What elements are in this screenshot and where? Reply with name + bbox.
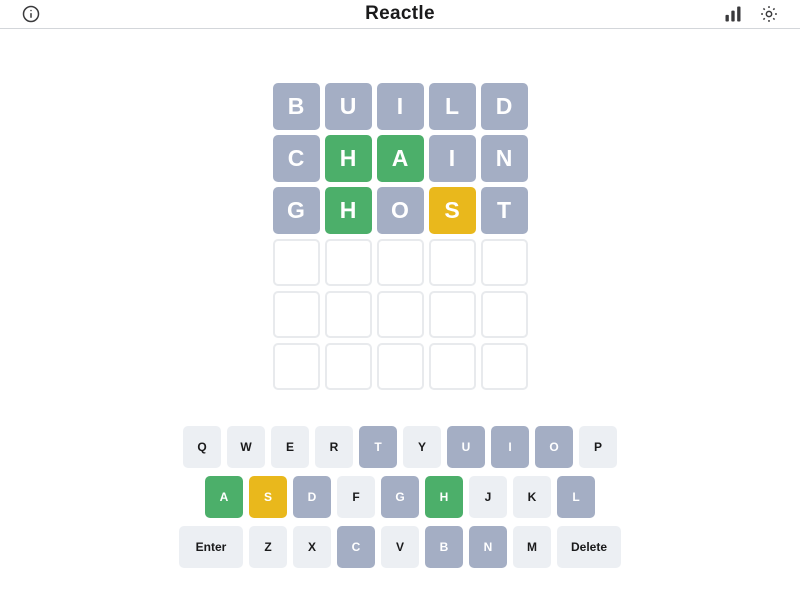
- board-tile: O: [377, 187, 424, 234]
- keyboard-row: [183, 426, 617, 468]
- board-tile: [429, 239, 476, 286]
- board-tile: H: [325, 187, 372, 234]
- board-tile: [377, 343, 424, 390]
- board-tile: A: [377, 135, 424, 182]
- gear-icon[interactable]: [758, 3, 780, 25]
- board-tile: [429, 343, 476, 390]
- key-enter[interactable]: Enter: [179, 526, 243, 568]
- on-screen-keyboard: [179, 426, 621, 568]
- key-j[interactable]: J: [469, 476, 507, 518]
- board-tile: [377, 239, 424, 286]
- board-tile: [273, 239, 320, 286]
- board-tile: L: [429, 83, 476, 130]
- board-tile: T: [481, 187, 528, 234]
- key-c[interactable]: C: [337, 526, 375, 568]
- board-row: [273, 291, 528, 338]
- bar-chart-icon[interactable]: [722, 3, 744, 25]
- key-b[interactable]: B: [425, 526, 463, 568]
- board-tile: [325, 239, 372, 286]
- board-tile: [481, 239, 528, 286]
- info-circle-icon[interactable]: [20, 3, 42, 25]
- board-tile: I: [429, 135, 476, 182]
- key-e[interactable]: E: [271, 426, 309, 468]
- board-row: [273, 135, 528, 182]
- key-l[interactable]: L: [557, 476, 595, 518]
- board-tile: G: [273, 187, 320, 234]
- key-d[interactable]: D: [293, 476, 331, 518]
- key-q[interactable]: Q: [183, 426, 221, 468]
- board-tile: S: [429, 187, 476, 234]
- key-r[interactable]: R: [315, 426, 353, 468]
- key-u[interactable]: U: [447, 426, 485, 468]
- board-tile: D: [481, 83, 528, 130]
- key-w[interactable]: W: [227, 426, 265, 468]
- board-tile: [325, 343, 372, 390]
- key-m[interactable]: M: [513, 526, 551, 568]
- key-x[interactable]: X: [293, 526, 331, 568]
- board-tile: H: [325, 135, 372, 182]
- board-tile: C: [273, 135, 320, 182]
- page-title: Reactle: [365, 3, 435, 24]
- board-tile: [273, 291, 320, 338]
- board-tile: [377, 291, 424, 338]
- key-n[interactable]: N: [469, 526, 507, 568]
- board-row: [273, 83, 528, 130]
- keyboard-row: [205, 476, 595, 518]
- header-actions: [722, 3, 780, 25]
- key-y[interactable]: Y: [403, 426, 441, 468]
- board-tile: [481, 291, 528, 338]
- key-p[interactable]: P: [579, 426, 617, 468]
- game-board: [273, 83, 528, 390]
- key-g[interactable]: G: [381, 476, 419, 518]
- board-row: [273, 343, 528, 390]
- key-o[interactable]: O: [535, 426, 573, 468]
- board-tile: [325, 291, 372, 338]
- key-z[interactable]: Z: [249, 526, 287, 568]
- key-s[interactable]: S: [249, 476, 287, 518]
- app-header: [0, 0, 800, 29]
- key-h[interactable]: H: [425, 476, 463, 518]
- key-k[interactable]: K: [513, 476, 551, 518]
- board-row: [273, 239, 528, 286]
- key-f[interactable]: F: [337, 476, 375, 518]
- board-tile: [481, 343, 528, 390]
- key-i[interactable]: I: [491, 426, 529, 468]
- board-tile: [429, 291, 476, 338]
- key-delete[interactable]: Delete: [557, 526, 621, 568]
- key-v[interactable]: V: [381, 526, 419, 568]
- key-t[interactable]: T: [359, 426, 397, 468]
- key-a[interactable]: A: [205, 476, 243, 518]
- board-tile: B: [273, 83, 320, 130]
- board-tile: I: [377, 83, 424, 130]
- board-tile: U: [325, 83, 372, 130]
- board-tile: N: [481, 135, 528, 182]
- board-row: [273, 187, 528, 234]
- keyboard-row: [179, 526, 621, 568]
- board-tile: [273, 343, 320, 390]
